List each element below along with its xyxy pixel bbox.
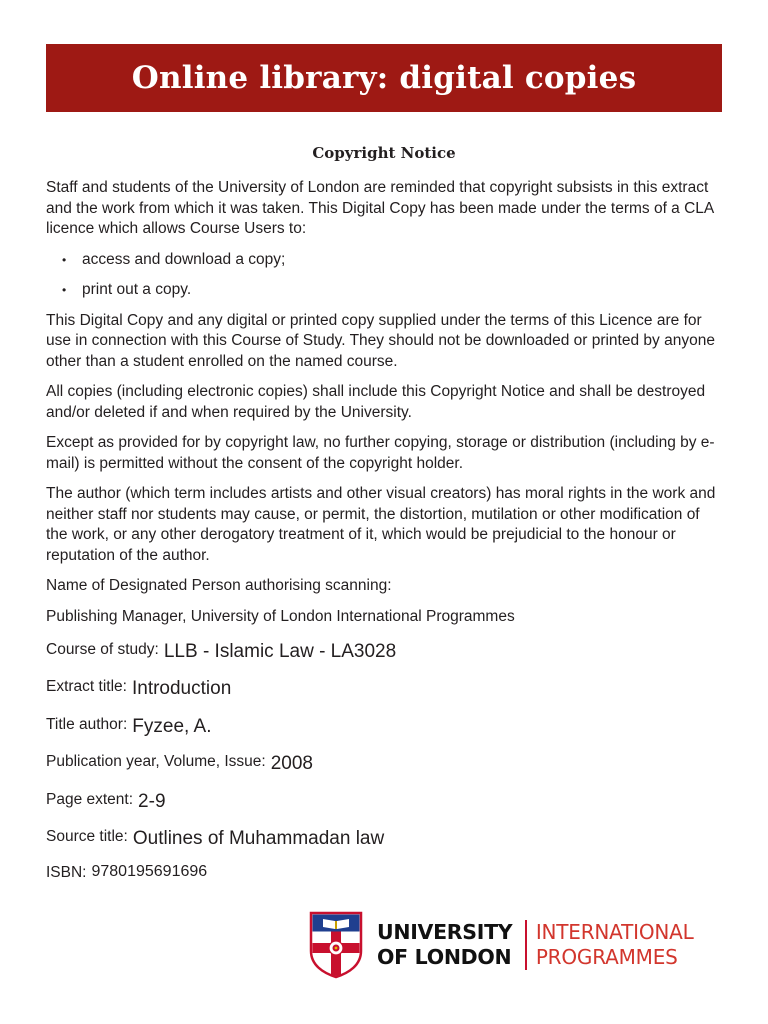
university-name-line: OF LONDON (377, 945, 512, 969)
permission-list (46, 250, 722, 301)
programmes-line: PROGRAMMES (535, 945, 678, 969)
isbn-label: ISBN: (46, 864, 87, 882)
notice-paragraph: This Digital Copy and any digital or printed copy supplied under the terms of this Licence are for use in connection with this Course of Study. They should not be downloaded or printed by anyone other than a student enrolled on the named course. (46, 311, 715, 370)
course-label: Course of study: (46, 641, 159, 658)
title-author-label: Title author: (46, 715, 128, 733)
extract-details (46, 639, 722, 901)
source-title-field (46, 826, 722, 863)
extract-title-field (46, 676, 722, 713)
title-author-field (46, 714, 722, 751)
publication-value: 2008 (270, 753, 313, 775)
isbn-field (46, 863, 722, 900)
publication-field (46, 751, 722, 788)
list-item: • print out a copy. (46, 280, 722, 301)
page-title: Online library: digital copies (131, 60, 637, 96)
page-extent-field (46, 789, 722, 826)
university-crest-icon (309, 911, 363, 979)
designated-label: Name of Designated Person authorising scanning: (46, 577, 392, 594)
notice-heading: Copyright Notice (312, 144, 456, 162)
extract-title-value: Introduction (131, 678, 232, 700)
header-banner (46, 44, 722, 112)
isbn-value: 9780195691696 (91, 863, 208, 881)
designated-value: Publishing Manager, University of London International Programmes (46, 607, 515, 625)
page-extent-label: Page extent: (46, 790, 134, 808)
course-field (46, 639, 722, 676)
copyright-notice (46, 143, 722, 901)
university-name (377, 920, 512, 970)
notice-paragraph: Except as provided for by copyright law, no further copying, storage or distribution (including by e-mail) is permitted without the consent of the copyright holder. (46, 434, 715, 472)
publication-label: Publication year, Volume, Issue: (46, 753, 266, 771)
logo-divider (525, 920, 527, 970)
notice-intro: Staff and students of the University of London are reminded that copyright subsists in this extract and the work from which it was taken. This Digital Copy has been made under the terms of a CLA licence which allows Course Users to: (46, 179, 714, 237)
source-title-label: Source title: (46, 827, 128, 845)
notice-paragraph: All copies (including electronic copies) shall include this Copyright Notice and shall be destroyed and/or deleted if and when required by the University. (46, 383, 706, 421)
university-name-line: UNIVERSITY (377, 920, 513, 944)
page-extent-value: 2-9 (138, 790, 166, 812)
footer-logo (309, 910, 729, 980)
source-title-value: Outlines of Muhammadan law (132, 827, 385, 849)
list-item: • access and download a copy; (46, 250, 722, 271)
course-value: LLB - Islamic Law - LA3028 (163, 641, 397, 662)
international-programmes (536, 920, 694, 970)
extract-title-label: Extract title: (46, 678, 127, 696)
title-author-value: Fyzee, A. (132, 715, 212, 737)
programmes-line: INTERNATIONAL (535, 920, 694, 944)
notice-paragraph: The author (which term includes artists and other visual creators) has moral rights in the work and neither staff nor students may cause, or permit, the distortion, mutilation or other modification of the work, or any other derogatory treatment of it, which would be prejudicial to the honour or reputation of the author. (46, 485, 716, 564)
